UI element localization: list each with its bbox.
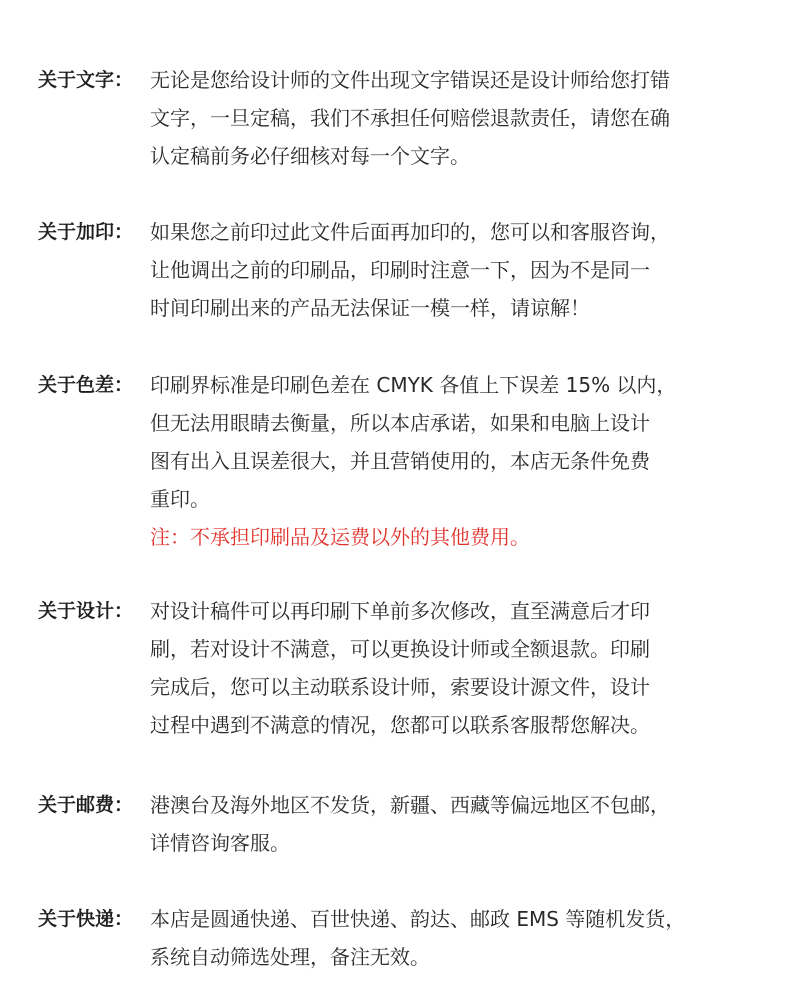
- body-line: 图有出入且误差很大，并且营销使用的，本店无条件免费: [150, 449, 650, 473]
- body-line: 认定稿前务必仔细核对每一个文字。: [150, 144, 470, 168]
- body-line: 刷，若对设计不满意，可以更换设计师或全额退款。印刷: [150, 637, 650, 661]
- body-line: 对设计稿件可以再印刷下单前多次修改，直至满意后才印: [150, 599, 650, 623]
- body-line: 过程中遇到不满意的情况，您都可以联系客服帮您解决。: [150, 713, 650, 737]
- section-label: 关于设计：: [38, 600, 134, 622]
- section-body: [150, 61, 768, 175]
- section-body: [150, 592, 768, 744]
- body-line: 但无法用眼睛去衡量，所以本店承诺，如果和电脑上设计: [150, 411, 650, 435]
- section-about-reprint: [38, 213, 768, 327]
- body-line: 如果您之前印过此文件后面再加印的，您可以和客服咨询，: [150, 220, 670, 244]
- body-line: 港澳台及海外地区不发货，新疆、西藏等偏远地区不包邮，: [150, 793, 670, 817]
- section-label: 关于快递：: [38, 908, 134, 930]
- body-line: 时间印刷出来的产品无法保证一模一样，请谅解！: [150, 296, 590, 320]
- section-label: 关于邮费：: [38, 794, 134, 816]
- section-label: 关于加印：: [38, 221, 134, 243]
- body-line: 本店是圆通快递、百世快递、韵达、邮政 EMS 等随机发货，: [150, 907, 686, 931]
- section-about-postage: [38, 786, 768, 862]
- body-line: 系统自动筛选处理，备注无效。: [150, 945, 430, 969]
- section-body: [150, 900, 768, 976]
- section-label: 关于色差：: [38, 374, 134, 396]
- body-line: 完成后，您可以主动联系设计师，索要设计源文件，设计: [150, 675, 650, 699]
- section-about-text: [38, 61, 768, 175]
- section-about-color-difference: [38, 366, 768, 556]
- section-about-design: [38, 592, 768, 744]
- section-label: 关于文字：: [38, 69, 134, 91]
- body-line: 重印。: [150, 487, 210, 511]
- section-body: [150, 213, 768, 327]
- body-line: 印刷界标准是印刷色差在 CMYK 各值上下误差 15% 以内，: [150, 373, 677, 397]
- section-body: [150, 366, 768, 556]
- red-note: 注：不承担印刷品及运费以外的其他费用。: [150, 525, 530, 549]
- body-line: 文字，一旦定稿，我们不承担任何赔偿退款责任，请您在确: [150, 106, 670, 130]
- body-line: 无论是您给设计师的文件出现文字错误还是设计师给您打错: [150, 68, 670, 92]
- body-line: 让他调出之前的印刷品，印刷时注意一下，因为不是同一: [150, 258, 650, 282]
- section-body: [150, 786, 768, 862]
- section-about-express: [38, 900, 768, 976]
- body-line: 详情咨询客服。: [150, 831, 290, 855]
